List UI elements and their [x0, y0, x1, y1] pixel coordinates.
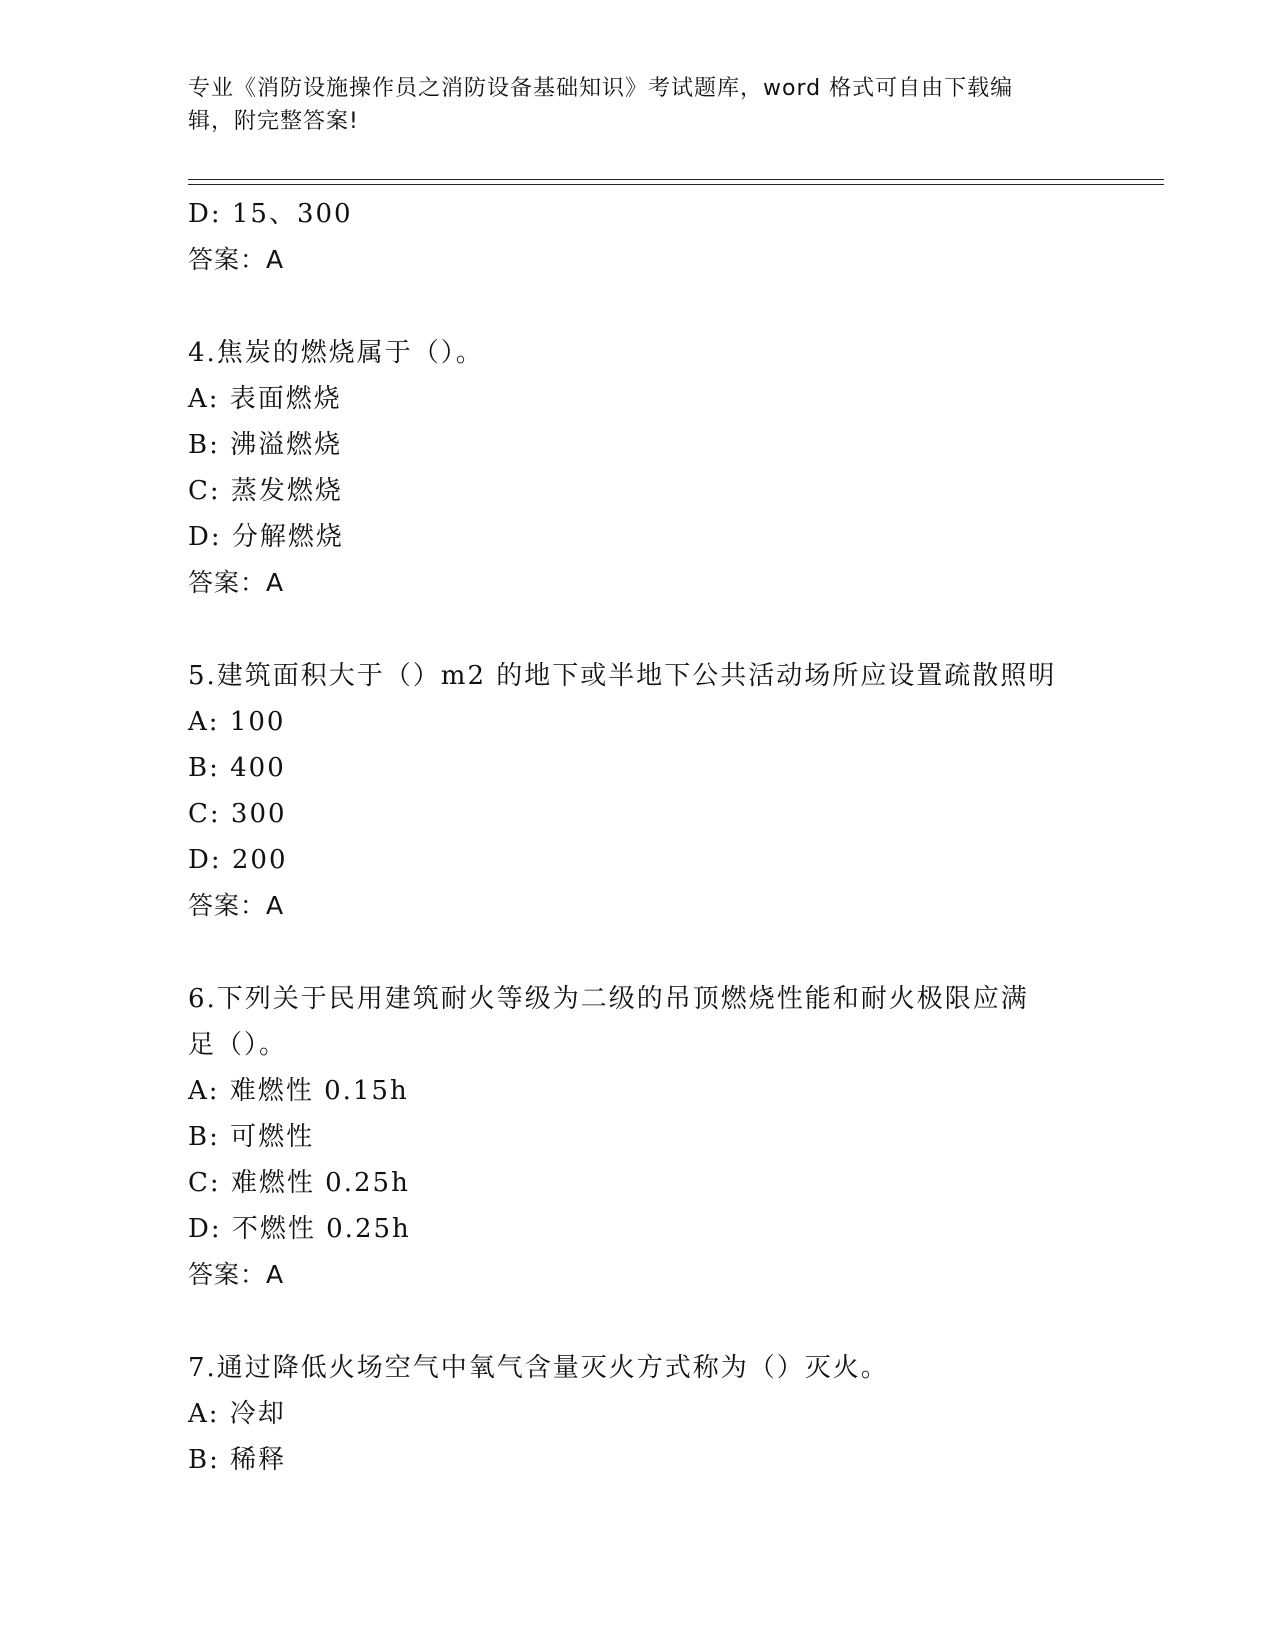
option-b: B: 沸溢燃烧: [188, 430, 343, 460]
header-line-2: 辑，附完整答案!: [188, 109, 359, 134]
question-stem: 4.焦炭的燃烧属于（）。: [188, 338, 484, 368]
question-stem: 5.建筑面积大于（）m2 的地下或半地下公共活动场所应设置疏散照明: [188, 661, 1057, 691]
answer-line: 答案：A: [188, 245, 285, 274]
question-stem-line-2: 足（）。: [188, 1030, 288, 1060]
spacer: [188, 1298, 1164, 1345]
option-d: D: 分解燃烧: [188, 522, 344, 552]
option-d: D: 200: [188, 845, 288, 875]
answer-line: 答案：A: [188, 1260, 285, 1289]
answer-line: 答案：A: [188, 891, 285, 920]
question-content: [188, 191, 1164, 1483]
option-d: D: 不燃性 0.25h: [188, 1214, 411, 1244]
spacer: [188, 929, 1164, 976]
option-a: A: 100: [188, 707, 286, 737]
option-c: C: 300: [188, 799, 287, 829]
option-a: A: 冷却: [188, 1399, 286, 1429]
option-a: A: 难燃性 0.15h: [188, 1076, 409, 1106]
header-divider-top: [188, 179, 1164, 180]
question-stem: 7.通过降低火场空气中氧气含量灭火方式称为（）灭火。: [188, 1353, 889, 1383]
option-c: C: 难燃性 0.25h: [188, 1168, 410, 1198]
answer-line: 答案：A: [188, 568, 285, 597]
spacer: [188, 283, 1164, 330]
option-b: B: 可燃性: [188, 1122, 315, 1152]
option-c: C: 蒸发燃烧: [188, 476, 343, 506]
spacer: [188, 606, 1164, 653]
question-stem-line-1: 6.下列关于民用建筑耐火等级为二级的吊顶燃烧性能和耐火极限应满: [188, 984, 1029, 1014]
header-divider-bottom: [188, 184, 1164, 185]
option-b: B: 400: [188, 753, 286, 783]
option-b: B: 稀释: [188, 1445, 287, 1475]
option-a: A: 表面燃烧: [188, 384, 342, 414]
option-d: D: 15、300: [188, 199, 353, 229]
document-header: [188, 72, 1068, 138]
header-line-1: 专业《消防设施操作员之消防设备基础知识》考试题库，word 格式可自由下载编: [188, 76, 1014, 101]
